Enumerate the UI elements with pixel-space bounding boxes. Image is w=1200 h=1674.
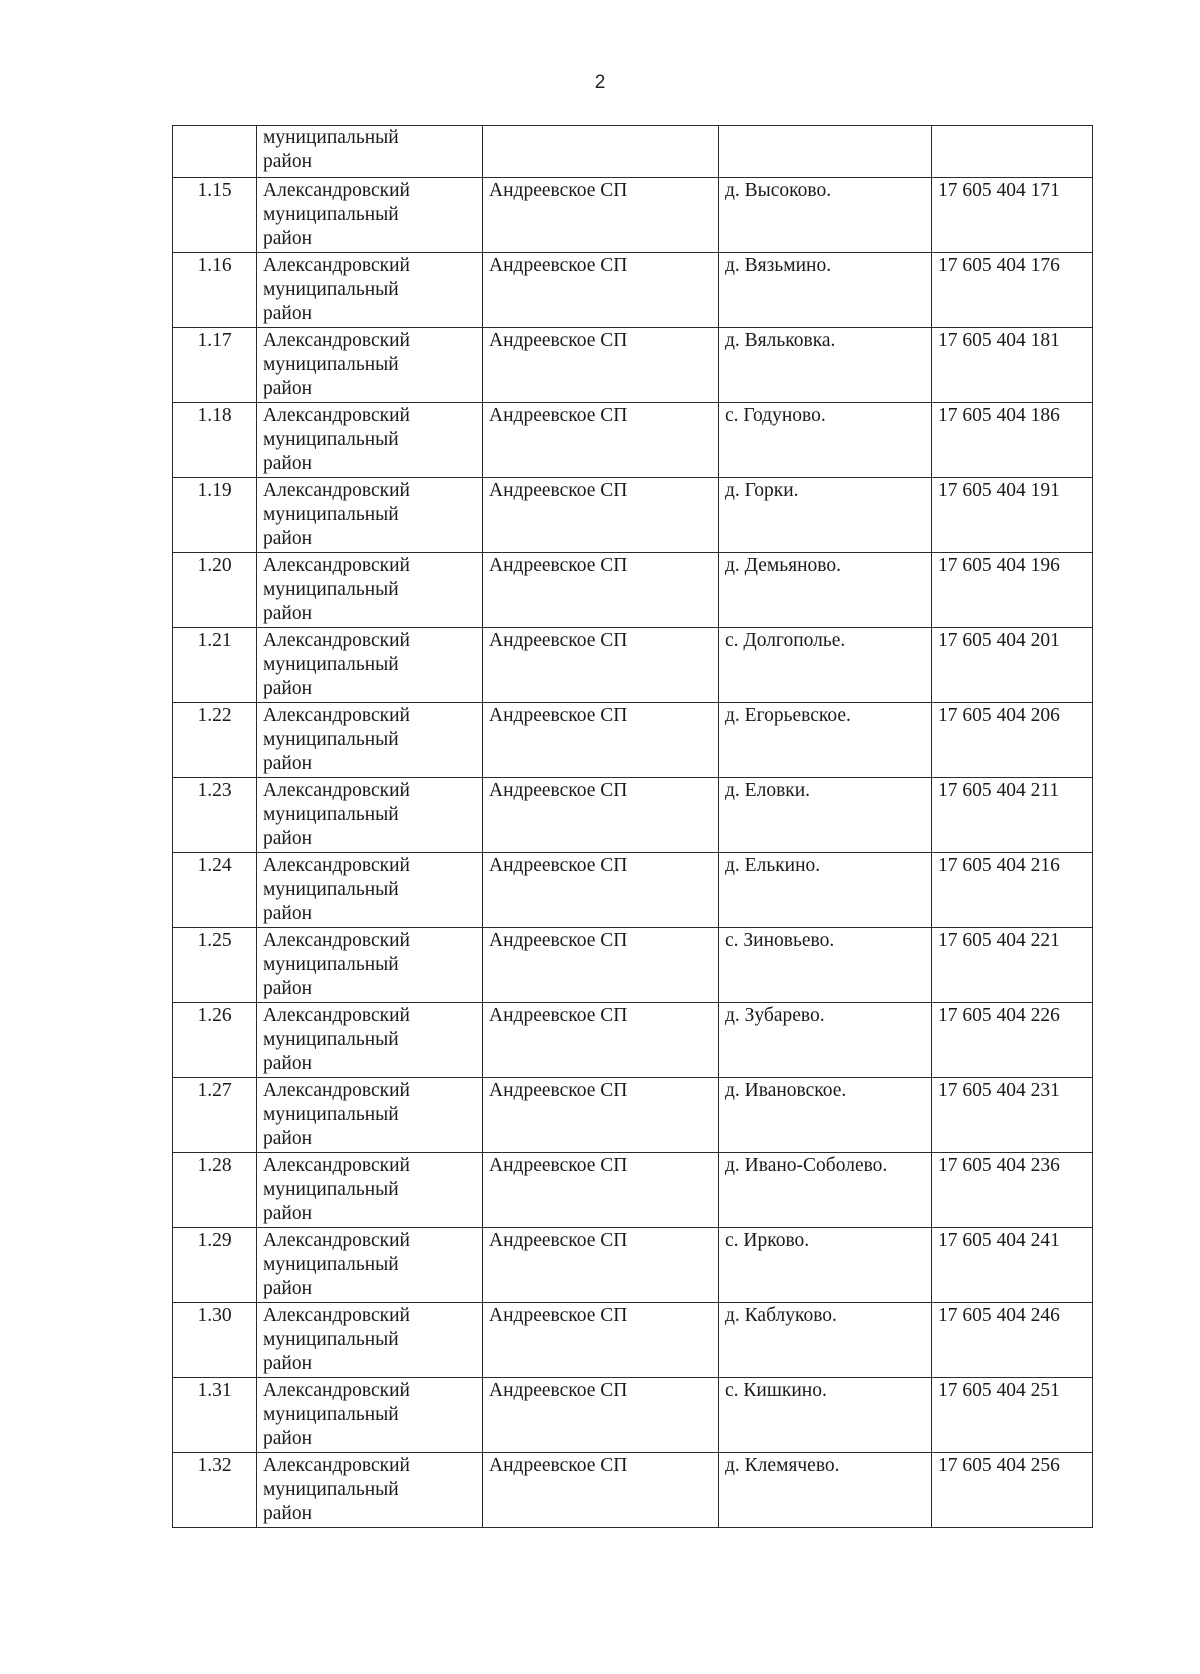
- cell-number: 1.17: [173, 328, 257, 403]
- cell-locality: д. Еловки.: [719, 778, 932, 853]
- cell-district: [257, 1228, 483, 1303]
- cell-district: [257, 478, 483, 553]
- district-line: район: [263, 453, 313, 474]
- cell-district: [257, 1003, 483, 1078]
- cell-district: [257, 928, 483, 1003]
- district-line: Александровский: [263, 1230, 410, 1251]
- cell-number: 1.29: [173, 1228, 257, 1303]
- district-line: Александровский: [263, 180, 410, 201]
- district-line: район: [263, 828, 313, 849]
- district-line: район: [263, 678, 313, 699]
- table-row: [173, 178, 1093, 253]
- district-line: муниципальный: [263, 354, 399, 375]
- district-line: Александровский: [263, 630, 410, 651]
- cell-settlement: Андреевское СП: [483, 1153, 719, 1228]
- district-line: муниципальный: [263, 279, 399, 300]
- district-line: район: [263, 228, 313, 249]
- district-line: муниципальный: [263, 1029, 399, 1050]
- cell-number: 1.25: [173, 928, 257, 1003]
- cell-settlement: Андреевское СП: [483, 328, 719, 403]
- cell-number: [173, 126, 257, 178]
- cell-district: [257, 1153, 483, 1228]
- cell-district: [257, 1303, 483, 1378]
- cell-oktmo-code: 17 605 404 246: [932, 1303, 1093, 1378]
- cell-oktmo-code: 17 605 404 201: [932, 628, 1093, 703]
- cell-settlement: Андреевское СП: [483, 478, 719, 553]
- district-line: район: [263, 1053, 313, 1074]
- cell-locality: д. Ивановское.: [719, 1078, 932, 1153]
- table-row: [173, 628, 1093, 703]
- district-line: муниципальный: [263, 1404, 399, 1425]
- cell-oktmo-code: 17 605 404 211: [932, 778, 1093, 853]
- cell-oktmo-code: 17 605 404 196: [932, 553, 1093, 628]
- cell-oktmo-code: 17 605 404 206: [932, 703, 1093, 778]
- district-line: Александровский: [263, 555, 410, 576]
- district-line: муниципальный: [263, 1479, 399, 1500]
- district-line: район: [263, 1203, 313, 1224]
- cell-settlement: Андреевское СП: [483, 1003, 719, 1078]
- table-row: [173, 1378, 1093, 1453]
- cell-number: 1.32: [173, 1453, 257, 1528]
- district-line: Александровский: [263, 930, 410, 951]
- cell-locality: с. Долгополье.: [719, 628, 932, 703]
- table-row: [173, 1078, 1093, 1153]
- cell-locality: с. Кишкино.: [719, 1378, 932, 1453]
- district-line: район: [263, 753, 313, 774]
- cell-oktmo-code: 17 605 404 176: [932, 253, 1093, 328]
- district-line: Александровский: [263, 1455, 410, 1476]
- district-line: район: [263, 1128, 313, 1149]
- cell-oktmo-code: 17 605 404 226: [932, 1003, 1093, 1078]
- cell-locality: д. Ивано-Соболево.: [719, 1153, 932, 1228]
- district-line: муниципальный: [263, 504, 399, 525]
- district-line: Александровский: [263, 1380, 410, 1401]
- district-line: муниципальный: [263, 804, 399, 825]
- cell-settlement: Андреевское СП: [483, 1378, 719, 1453]
- cell-district: [257, 126, 483, 178]
- cell-number: 1.16: [173, 253, 257, 328]
- cell-number: 1.30: [173, 1303, 257, 1378]
- continuation-row: [173, 126, 1093, 178]
- cell-settlement: Андреевское СП: [483, 928, 719, 1003]
- district-line: муниципальный: [263, 579, 399, 600]
- district-line: муниципальный: [263, 1254, 399, 1275]
- cell-oktmo-code: 17 605 404 241: [932, 1228, 1093, 1303]
- cell-oktmo-code: [932, 126, 1093, 178]
- district-line: район: [263, 303, 313, 324]
- cell-locality: с. Зиновьево.: [719, 928, 932, 1003]
- district-line: район: [263, 978, 313, 999]
- cell-oktmo-code: 17 605 404 186: [932, 403, 1093, 478]
- cell-number: 1.21: [173, 628, 257, 703]
- district-line: район: [263, 1278, 313, 1299]
- cell-number: 1.15: [173, 178, 257, 253]
- district-line: район: [263, 378, 313, 399]
- cell-settlement: Андреевское СП: [483, 1228, 719, 1303]
- cell-settlement: Андреевское СП: [483, 253, 719, 328]
- district-line: Александровский: [263, 1005, 410, 1026]
- cell-district: [257, 253, 483, 328]
- cell-settlement: Андреевское СП: [483, 403, 719, 478]
- cell-number: 1.24: [173, 853, 257, 928]
- district-line: район: [263, 603, 313, 624]
- district-line: Александровский: [263, 255, 410, 276]
- table-row: [173, 328, 1093, 403]
- cell-oktmo-code: 17 605 404 231: [932, 1078, 1093, 1153]
- table-row: [173, 853, 1093, 928]
- table-row: [173, 253, 1093, 328]
- cell-district: [257, 178, 483, 253]
- table-row: [173, 1453, 1093, 1528]
- page-number: 2: [594, 72, 606, 93]
- cell-settlement: Андреевское СП: [483, 628, 719, 703]
- cell-settlement: Андреевское СП: [483, 1078, 719, 1153]
- district-line: район: [263, 903, 313, 924]
- district-line: муниципальный: [263, 729, 399, 750]
- district-line: муниципальный: [263, 654, 399, 675]
- district-line: Александровский: [263, 780, 410, 801]
- cell-settlement: [483, 126, 719, 178]
- district-line: муниципальный: [263, 879, 399, 900]
- cell-district: [257, 628, 483, 703]
- district-line: муниципальный: [263, 127, 399, 148]
- cell-locality: д. Вяльковка.: [719, 328, 932, 403]
- district-line: район: [263, 528, 313, 549]
- cell-settlement: Андреевское СП: [483, 778, 719, 853]
- district-line: район: [263, 1503, 313, 1524]
- cell-district: [257, 553, 483, 628]
- cell-number: 1.22: [173, 703, 257, 778]
- cell-number: 1.23: [173, 778, 257, 853]
- cell-district: [257, 328, 483, 403]
- district-line: Александровский: [263, 1080, 410, 1101]
- cell-settlement: Андреевское СП: [483, 178, 719, 253]
- table-row: [173, 1228, 1093, 1303]
- district-line: район: [263, 1353, 313, 1374]
- district-line: район: [263, 1428, 313, 1449]
- district-line: район: [263, 151, 313, 172]
- cell-oktmo-code: 17 605 404 236: [932, 1153, 1093, 1228]
- cell-number: 1.31: [173, 1378, 257, 1453]
- cell-district: [257, 703, 483, 778]
- district-line: Александровский: [263, 705, 410, 726]
- table-row: [173, 703, 1093, 778]
- district-line: Александровский: [263, 405, 410, 426]
- table-row: [173, 478, 1093, 553]
- cell-locality: д. Демьяново.: [719, 553, 932, 628]
- cell-number: 1.19: [173, 478, 257, 553]
- table-row: [173, 1003, 1093, 1078]
- district-line: муниципальный: [263, 1179, 399, 1200]
- cell-locality: д. Горки.: [719, 478, 932, 553]
- cell-number: 1.20: [173, 553, 257, 628]
- district-line: муниципальный: [263, 1104, 399, 1125]
- settlement-registry-table: [172, 125, 1093, 1528]
- table-row: [173, 1153, 1093, 1228]
- cell-locality: д. Клемячево.: [719, 1453, 932, 1528]
- cell-locality: д. Высоково.: [719, 178, 932, 253]
- table-row: [173, 1303, 1093, 1378]
- cell-settlement: Андреевское СП: [483, 1453, 719, 1528]
- table-row: [173, 778, 1093, 853]
- district-line: муниципальный: [263, 204, 399, 225]
- cell-locality: с. Ирково.: [719, 1228, 932, 1303]
- district-line: Александровский: [263, 480, 410, 501]
- table-row: [173, 403, 1093, 478]
- table-row: [173, 928, 1093, 1003]
- cell-oktmo-code: 17 605 404 181: [932, 328, 1093, 403]
- cell-number: 1.26: [173, 1003, 257, 1078]
- cell-number: 1.28: [173, 1153, 257, 1228]
- district-line: муниципальный: [263, 1329, 399, 1350]
- cell-locality: д. Зубарево.: [719, 1003, 932, 1078]
- cell-district: [257, 1078, 483, 1153]
- cell-settlement: Андреевское СП: [483, 1303, 719, 1378]
- district-line: Александровский: [263, 330, 410, 351]
- cell-locality: [719, 126, 932, 178]
- cell-oktmo-code: 17 605 404 171: [932, 178, 1093, 253]
- cell-settlement: Андреевское СП: [483, 853, 719, 928]
- district-line: Александровский: [263, 1155, 410, 1176]
- cell-oktmo-code: 17 605 404 191: [932, 478, 1093, 553]
- cell-number: 1.27: [173, 1078, 257, 1153]
- cell-locality: с. Годуново.: [719, 403, 932, 478]
- district-line: Александровский: [263, 1305, 410, 1326]
- cell-district: [257, 853, 483, 928]
- cell-locality: д. Егорьевское.: [719, 703, 932, 778]
- cell-oktmo-code: 17 605 404 221: [932, 928, 1093, 1003]
- registry-body: [173, 126, 1093, 1528]
- cell-oktmo-code: 17 605 404 256: [932, 1453, 1093, 1528]
- cell-locality: д. Вязьмино.: [719, 253, 932, 328]
- cell-district: [257, 778, 483, 853]
- district-line: муниципальный: [263, 429, 399, 450]
- cell-district: [257, 1453, 483, 1528]
- cell-number: 1.18: [173, 403, 257, 478]
- cell-oktmo-code: 17 605 404 216: [932, 853, 1093, 928]
- cell-locality: д. Елькино.: [719, 853, 932, 928]
- table-row: [173, 553, 1093, 628]
- cell-oktmo-code: 17 605 404 251: [932, 1378, 1093, 1453]
- cell-settlement: Андреевское СП: [483, 703, 719, 778]
- cell-district: [257, 403, 483, 478]
- cell-settlement: Андреевское СП: [483, 553, 719, 628]
- cell-locality: д. Каблуково.: [719, 1303, 932, 1378]
- cell-district: [257, 1378, 483, 1453]
- district-line: Александровский: [263, 855, 410, 876]
- district-line: муниципальный: [263, 954, 399, 975]
